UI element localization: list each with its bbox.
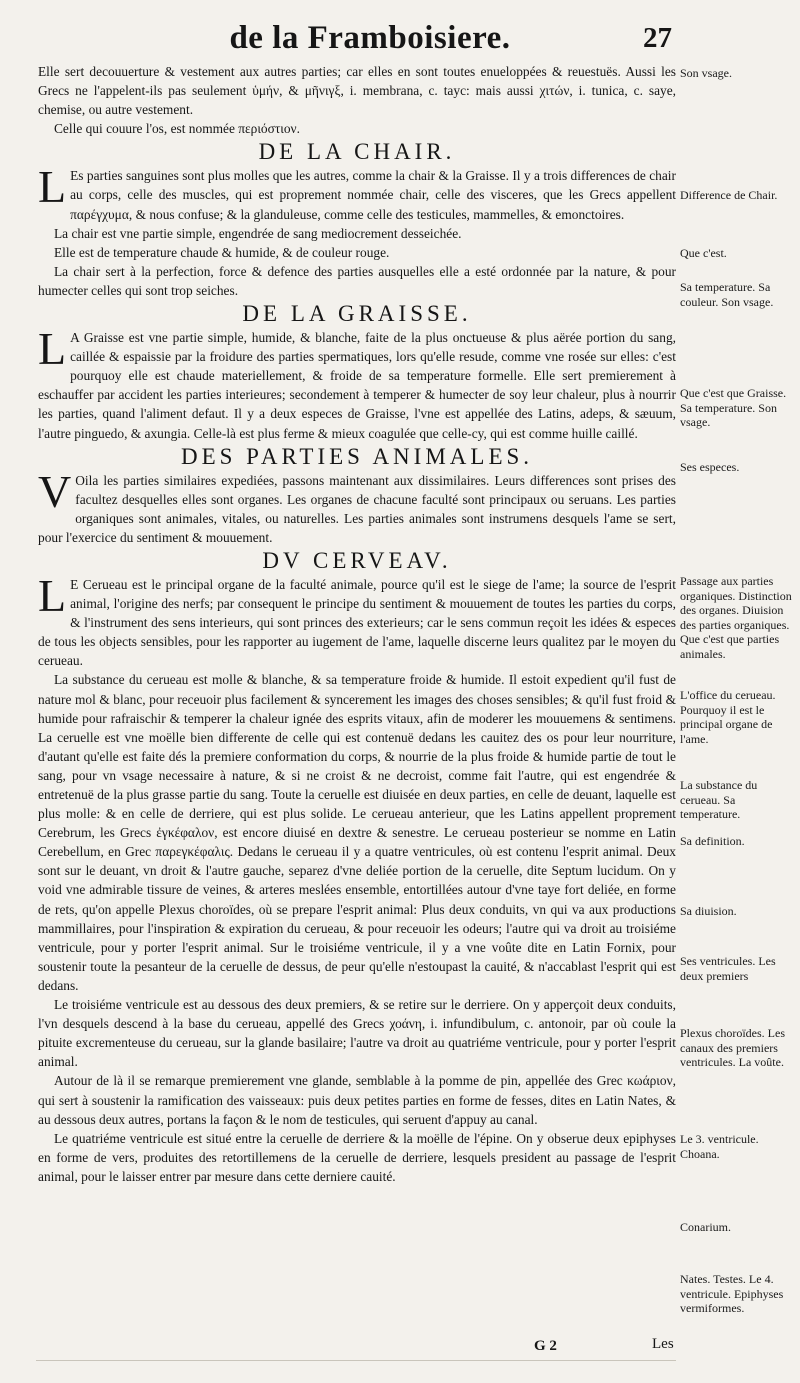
- paragraph-third-ventricle: Le troisiéme ventricule est au dessous des deux premiers, & se retire sur le derriere. On y apperçoit deux conduits, l'vn desquels descend à la base du cerueau, appellé des Grecs χοάνη, i. infundibulum, c. antonoir, par où coule la pituite excrementeuse du cerueau, sur la glande basilaire; l'autre va droit au quatriéme ventricule, pour y porter l'esprit animal.: [38, 997, 676, 1070]
- margin-note: Sa diuision.: [680, 904, 737, 918]
- margin-note: Que c'est.: [680, 246, 727, 260]
- paragraph-parties-animales: [38, 465, 676, 547]
- paragraph-chair-differences: [38, 161, 676, 223]
- margin-note: Difference de Chair.: [680, 188, 778, 202]
- paragraph-cerveau-substance: La substance du cerueau est molle & blanche, & sa temperature froide & humide. Il estoit expedient qu'il fust de nature mol & blanc, pour receuoir plus facilement & syncerement les images des choses sensibles; & qu'il fust froid & humide pour rafraischir & temperer la chaleur ignée des esprits vitaux, afin de moderer les mouuemens & sentimens. La ceruelle est vne moëlle bien differente de celle qui est contenuë dedans les cauitez des os pour leur nourriture, d'autant qu'elle est faite dés la premiere conformation du corps, & nourrie de la plus froide & humide partie de tout le sang, pour vn vsage necessaire à nature, & si ne croist & ne decroist, comme fait l'autre, qui est engendrée & entretenuë de la plus grasse partie du sang. Toute la ceruelle est diuisée en deux parties, en celle de deuant, laquelle est plus molle: & en celle de derriere, qui est plus solide. Le cerueau anterieur, que les Latins appellent proprement Cerebrum, les Grecs ἐγκέφαλον, est encore diuisé en dextre & senestre. Le cerueau posterieur se nomme en Latin Cerebellum, en Grec παρεγκέφαλις. Dedans le cerueau il y a quatre ventricules, où est contenu l'esprit animal. Deux sont sur le deuant, vn droit & l'autre gauche, separez d'vne deliée portion de la ceruelle, dite Septum lucidum. On y void vne admirable tissure de veines, & arteres meslées ensemble, entortillées autour d'vne taye fort deliée, en forme de rets, qu'on appelle Plexus choroïdes, où se prepare l'esprit animal: Plus deux conduits, vn qui va aux productions mammillaires, pour l'inspiration & expiration du cerueau, & pour receuoir les odeurs; l'autre qui va droit au troisiéme ventricule, pour y porter l'esprit animal. Sur le troisiéme ventricule, il y a vne voûte dite en Latin Fornix, pour soustenir toute la pesanteur de la ceruelle de dessus, de peur qu'elle n'estoupast la cauité, & n'accablast l'esprit qui est dedans.: [38, 672, 676, 993]
- running-title: de la Framboisiere.: [229, 20, 511, 56]
- drop-cap-letter: L: [38, 323, 67, 375]
- margin-note: Sa temperature. Sa couleur. Son vsage.: [680, 280, 774, 309]
- drop-cap-letter: V: [38, 465, 72, 517]
- section-heading-cerveau: DV CERVEAV.: [262, 547, 452, 573]
- catchword: Les: [652, 1336, 674, 1352]
- margin-note: Son vsage.: [680, 66, 732, 80]
- section-heading-parties-animales: DES PARTIES ANIMALES.: [180, 443, 534, 469]
- paragraph-chair-usage: La chair sert à la perfection, force & defence des parties ausquelles elle a esté ordonnée par la nature, & pour humecter celles qui sont trop seiches.: [38, 263, 676, 298]
- bottom-divider: [36, 1360, 676, 1361]
- paragraph-text: A Graisse est vne partie simple, humide, & blanche, faite de la plus onctueuse & plus aërée portion du sang, caillée & espaissie par la froidure des parties spermatiques, lors qu'elle resude, comme vne rosée sur elles: c'est pourquoy elle est chaude materiellement, & froide de sa temperature formelle. Elle sert premierement à eschauffer par accident les parties interieures; secondement à temperer & humecter de soy leur chaleur, plus à nourrir les parties, quand l'aliment defaut. Il y a deux especes de Graisse, l'vne est appellée des Latins, adeps, & sæuum, l'autre pinguedo, & axungia. Celle-là est plus ferme & mieux coagulée que celle-cy, qui est comme huille caillé.: [38, 330, 676, 441]
- paragraph-membranes-usage: Elle sert decouuerture & vestement aux autres parties; car elles en sont toutes enueloppées & reuestuës. Aussi les Grecs ne l'appelent-ils pas seulement ὑμήν, & μῆνιγξ, i. membrana, c. tayc: mais aussi χιτών, i. tunica, c. saye, chemise, ou autre vestement.: [38, 64, 676, 118]
- paragraph-text: Es parties sanguines sont plus molles que les autres, comme la chair & la Graisse. Il y a trois differences de chair au corps, celle des muscles, qui est proprement nommée chair, celle des visceres, que les Grecs appellent παρέγχυμα, & nous confuse; & la glanduleuse, comme celle des testicules, mammelles, & emonctoires.: [70, 168, 676, 222]
- page-header: [0, 16, 800, 66]
- paragraph-text: E Cerueau est le principal organe de la faculté animale, pource qu'il est le siege de l'ame; la source de l'esprit animal, l'origine des nerfs; par consequent le principe du sentiment & mouuement de toutes les parties du corps, & l'instrument des sens interieurs, qui sont princes des exterieurs; car le sens commun reçoit les idées & especes de tous les objects sensibles, pour les rapporter au iugement de l'ame, laquelle discerne leurs qualitez par le moyen du cerueau.: [38, 576, 676, 669]
- margin-note: Sa definition.: [680, 834, 745, 848]
- page-number: 27: [643, 22, 672, 54]
- drop-cap-letter: L: [38, 161, 67, 213]
- section-heading-chair: DE LA CHAIR.: [258, 139, 456, 165]
- margin-note: L'office du cerueau. Pourquoy il est le principal organe de l'ame.: [680, 688, 776, 746]
- paragraph-graisse: [38, 323, 676, 443]
- margin-note: Que c'est que Graisse. Sa temperature. Son vsage.: [680, 386, 787, 429]
- paragraph-text: Oila les parties similaires expediées, passons maintenant aux dissimilaires. Leurs differences sont prises des facultez desquelles elles sont organes. Les organes de chacune faculté sont principaux ou seruans. Les parties organiques sont animales, vitales, ou naturelles. Les parties animales sont instrumens desquels l'ame se sert, pour l'exercice du sentiment & mouuement.: [38, 472, 676, 545]
- signature-mark: G 2: [534, 1338, 557, 1354]
- paragraph-fourth-ventricle: Le quatriéme ventricule est situé entre la ceruelle de derriere & la moëlle de l'épine. On y obserue deux epiphyses en forme de vers, produites des retortillemens de la ceruelle de derriere, lesquels president au passage de l'esprit animal, pour le laisser entrer par mesure dans cette derniere cauité.: [38, 1130, 676, 1184]
- paragraph-chair-definition: La chair est vne partie simple, engendrée de sang mediocrement desseichée.: [54, 225, 462, 241]
- margin-note: Ses especes.: [680, 460, 740, 474]
- paragraph-chair-temperature: Elle est de temperature chaude & humide, & de couleur rouge.: [54, 244, 390, 260]
- margin-note: Conarium.: [680, 1220, 731, 1234]
- margin-note: Nates. Testes. Le 4. ventricule. Epiphyses vermiformes.: [680, 1272, 784, 1315]
- margin-note: La substance du cerueau. Sa temperature.: [680, 778, 758, 821]
- drop-cap-letter: L: [38, 569, 67, 621]
- paragraph-periosteum: Celle qui couure l'os, est nommée περιόστιον.: [54, 121, 300, 137]
- margin-note: Le 3. ventricule. Choana.: [680, 1132, 759, 1161]
- paragraph-cerveau-office: [38, 569, 676, 670]
- section-heading-graisse: DE LA GRAISSE.: [242, 301, 472, 327]
- margin-note: Ses ventricules. Les deux premiers: [680, 954, 776, 983]
- paragraph-conarium: Autour de là il se remarque premierement vne glande, semblable à la pomme de pin, appellée des Grec κωάριον, qui sert à soustenir la ramification des vaisseaux: puis deux petites parties en forme de fesses, dites en Latin Nates, & au dessous deux autres, portans la façon & le nom de testicules, qui seruent d'appuy au canal.: [38, 1073, 676, 1127]
- main-text-column: [38, 62, 676, 1186]
- margin-note: Plexus choroïdes. Les canaux des premiers ventricules. La voûte.: [680, 1026, 785, 1069]
- margin-note: Passage aux parties organiques. Distinction des organes. Diuision des parties organiques. Que c'est que parties animales.: [680, 574, 792, 661]
